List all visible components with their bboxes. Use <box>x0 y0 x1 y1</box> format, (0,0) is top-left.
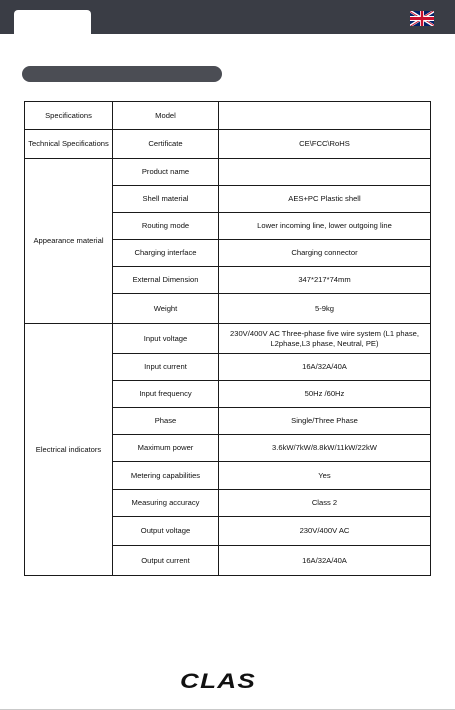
spec-value: 5-9kg <box>219 294 431 324</box>
spec-item: Input frequency <box>113 381 219 408</box>
spec-item: Shell material <box>113 186 219 213</box>
spec-item: Weight <box>113 294 219 324</box>
group-label-appearance: Appearance material <box>25 159 113 324</box>
table-row <box>25 159 431 186</box>
spec-item: Product name <box>113 159 219 186</box>
table-header-row <box>25 102 431 130</box>
spec-item: Metering capabilities <box>113 462 219 490</box>
table-row <box>25 324 431 354</box>
svg-text:CLAS: CLAS <box>180 670 256 692</box>
section-title-bar <box>22 66 222 82</box>
spec-item: Maximum power <box>113 435 219 462</box>
spec-value: Lower incoming line, lower outgoing line <box>219 213 431 240</box>
spec-item: Certificate <box>113 130 219 159</box>
header-tab[interactable] <box>14 10 91 34</box>
spec-item: Output voltage <box>113 517 219 546</box>
spec-value: 230V/400V AC <box>219 517 431 546</box>
spec-value: 3.6kW/7kW/8.8kW/11kW/22kW <box>219 435 431 462</box>
spec-value <box>219 159 431 186</box>
spec-item: External Dimension <box>113 267 219 294</box>
spec-item: Output current <box>113 546 219 576</box>
spec-value: Charging connector <box>219 240 431 267</box>
spec-value: AES+PC Plastic shell <box>219 186 431 213</box>
spec-value: Yes <box>219 462 431 490</box>
spec-item: Input voltage <box>113 324 219 354</box>
header-model: Model <box>113 102 219 130</box>
group-label-technical: Technical Specifications <box>25 130 113 159</box>
spec-value: 347*217*74mm <box>219 267 431 294</box>
group-label-electrical: Electrical indicators <box>25 324 113 576</box>
header-model-value <box>219 102 431 130</box>
spec-value: 16A/32A/40A <box>219 546 431 576</box>
spec-value: 50Hz /60Hz <box>219 381 431 408</box>
spec-value: 230V/400V AC Three-phase five wire system (L1 phase, L2phase,L3 phase, Neutral, PE) <box>219 324 431 354</box>
header-specifications: Specifications <box>25 102 113 130</box>
spec-item: Phase <box>113 408 219 435</box>
uk-flag-icon[interactable] <box>410 11 434 26</box>
spec-value: Single/Three Phase <box>219 408 431 435</box>
spec-item: Input current <box>113 354 219 381</box>
spec-item: Measuring accuracy <box>113 490 219 517</box>
clas-logo <box>178 670 258 692</box>
table-row <box>25 130 431 159</box>
specifications-table <box>24 101 431 576</box>
spec-value: Class 2 <box>219 490 431 517</box>
spec-item: Routing mode <box>113 213 219 240</box>
spec-value: CE\FCC\RoHS <box>219 130 431 159</box>
top-header-bar <box>0 0 455 34</box>
spec-item: Charging interface <box>113 240 219 267</box>
spec-value: 16A/32A/40A <box>219 354 431 381</box>
